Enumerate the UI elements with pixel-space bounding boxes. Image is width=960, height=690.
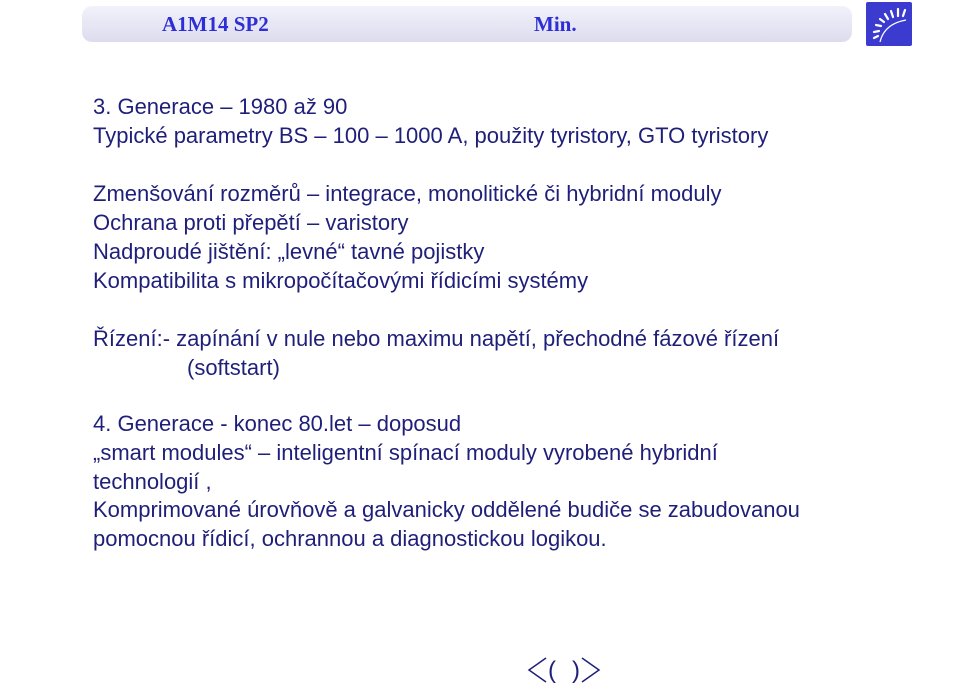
text-line-overvoltage: Ochrana proti přepětí – varistory bbox=[93, 210, 409, 235]
text-line-size-reduction: Zmenšování rozměrů – integrace, monolitické či hybridní moduly bbox=[93, 181, 722, 206]
text-line-drivers: Komprimované úrovňově a galvanicky oddělené budiče se zabudovanou bbox=[93, 497, 800, 522]
chevron-right-icon[interactable] bbox=[580, 655, 602, 690]
text-line-generation-3: 3. Generace – 1980 až 90 bbox=[93, 94, 348, 119]
text-line-logic: pomocnou řídicí, ochrannou a diagnostickou logikou. bbox=[93, 526, 607, 551]
text-line-compatibility: Kompatibilita s mikropočítačovými řídicími systémy bbox=[93, 268, 589, 293]
logo-icon bbox=[866, 2, 912, 46]
paren-close: ) bbox=[572, 657, 580, 684]
header-bar bbox=[82, 6, 852, 42]
text-line-typical-params: Typické parametry BS – 100 – 1000 A, použity tyristory, GTO tyristory bbox=[93, 123, 769, 148]
course-code: A1M14 SP2 bbox=[162, 12, 269, 36]
header-min-label: Min. bbox=[534, 12, 577, 36]
slide-navigation bbox=[520, 655, 610, 687]
text-line-smart-modules: „smart modules“ – inteligentní spínací moduly vyrobené hybridní bbox=[93, 440, 718, 465]
text-line-technology: technologií , bbox=[93, 469, 212, 494]
chevron-left-icon[interactable] bbox=[526, 655, 548, 690]
text-line-softstart: (softstart) bbox=[187, 355, 280, 380]
text-line-generation-4: 4. Generace - konec 80.let – doposud bbox=[93, 411, 462, 436]
paren-open: ( bbox=[548, 657, 556, 684]
text-line-control: Řízení:- zapínání v nule nebo maximu napětí, přechodné fázové řízení bbox=[93, 326, 780, 351]
text-line-overcurrent: Nadproudé jištění: „levné“ tavné pojistky bbox=[93, 239, 485, 264]
